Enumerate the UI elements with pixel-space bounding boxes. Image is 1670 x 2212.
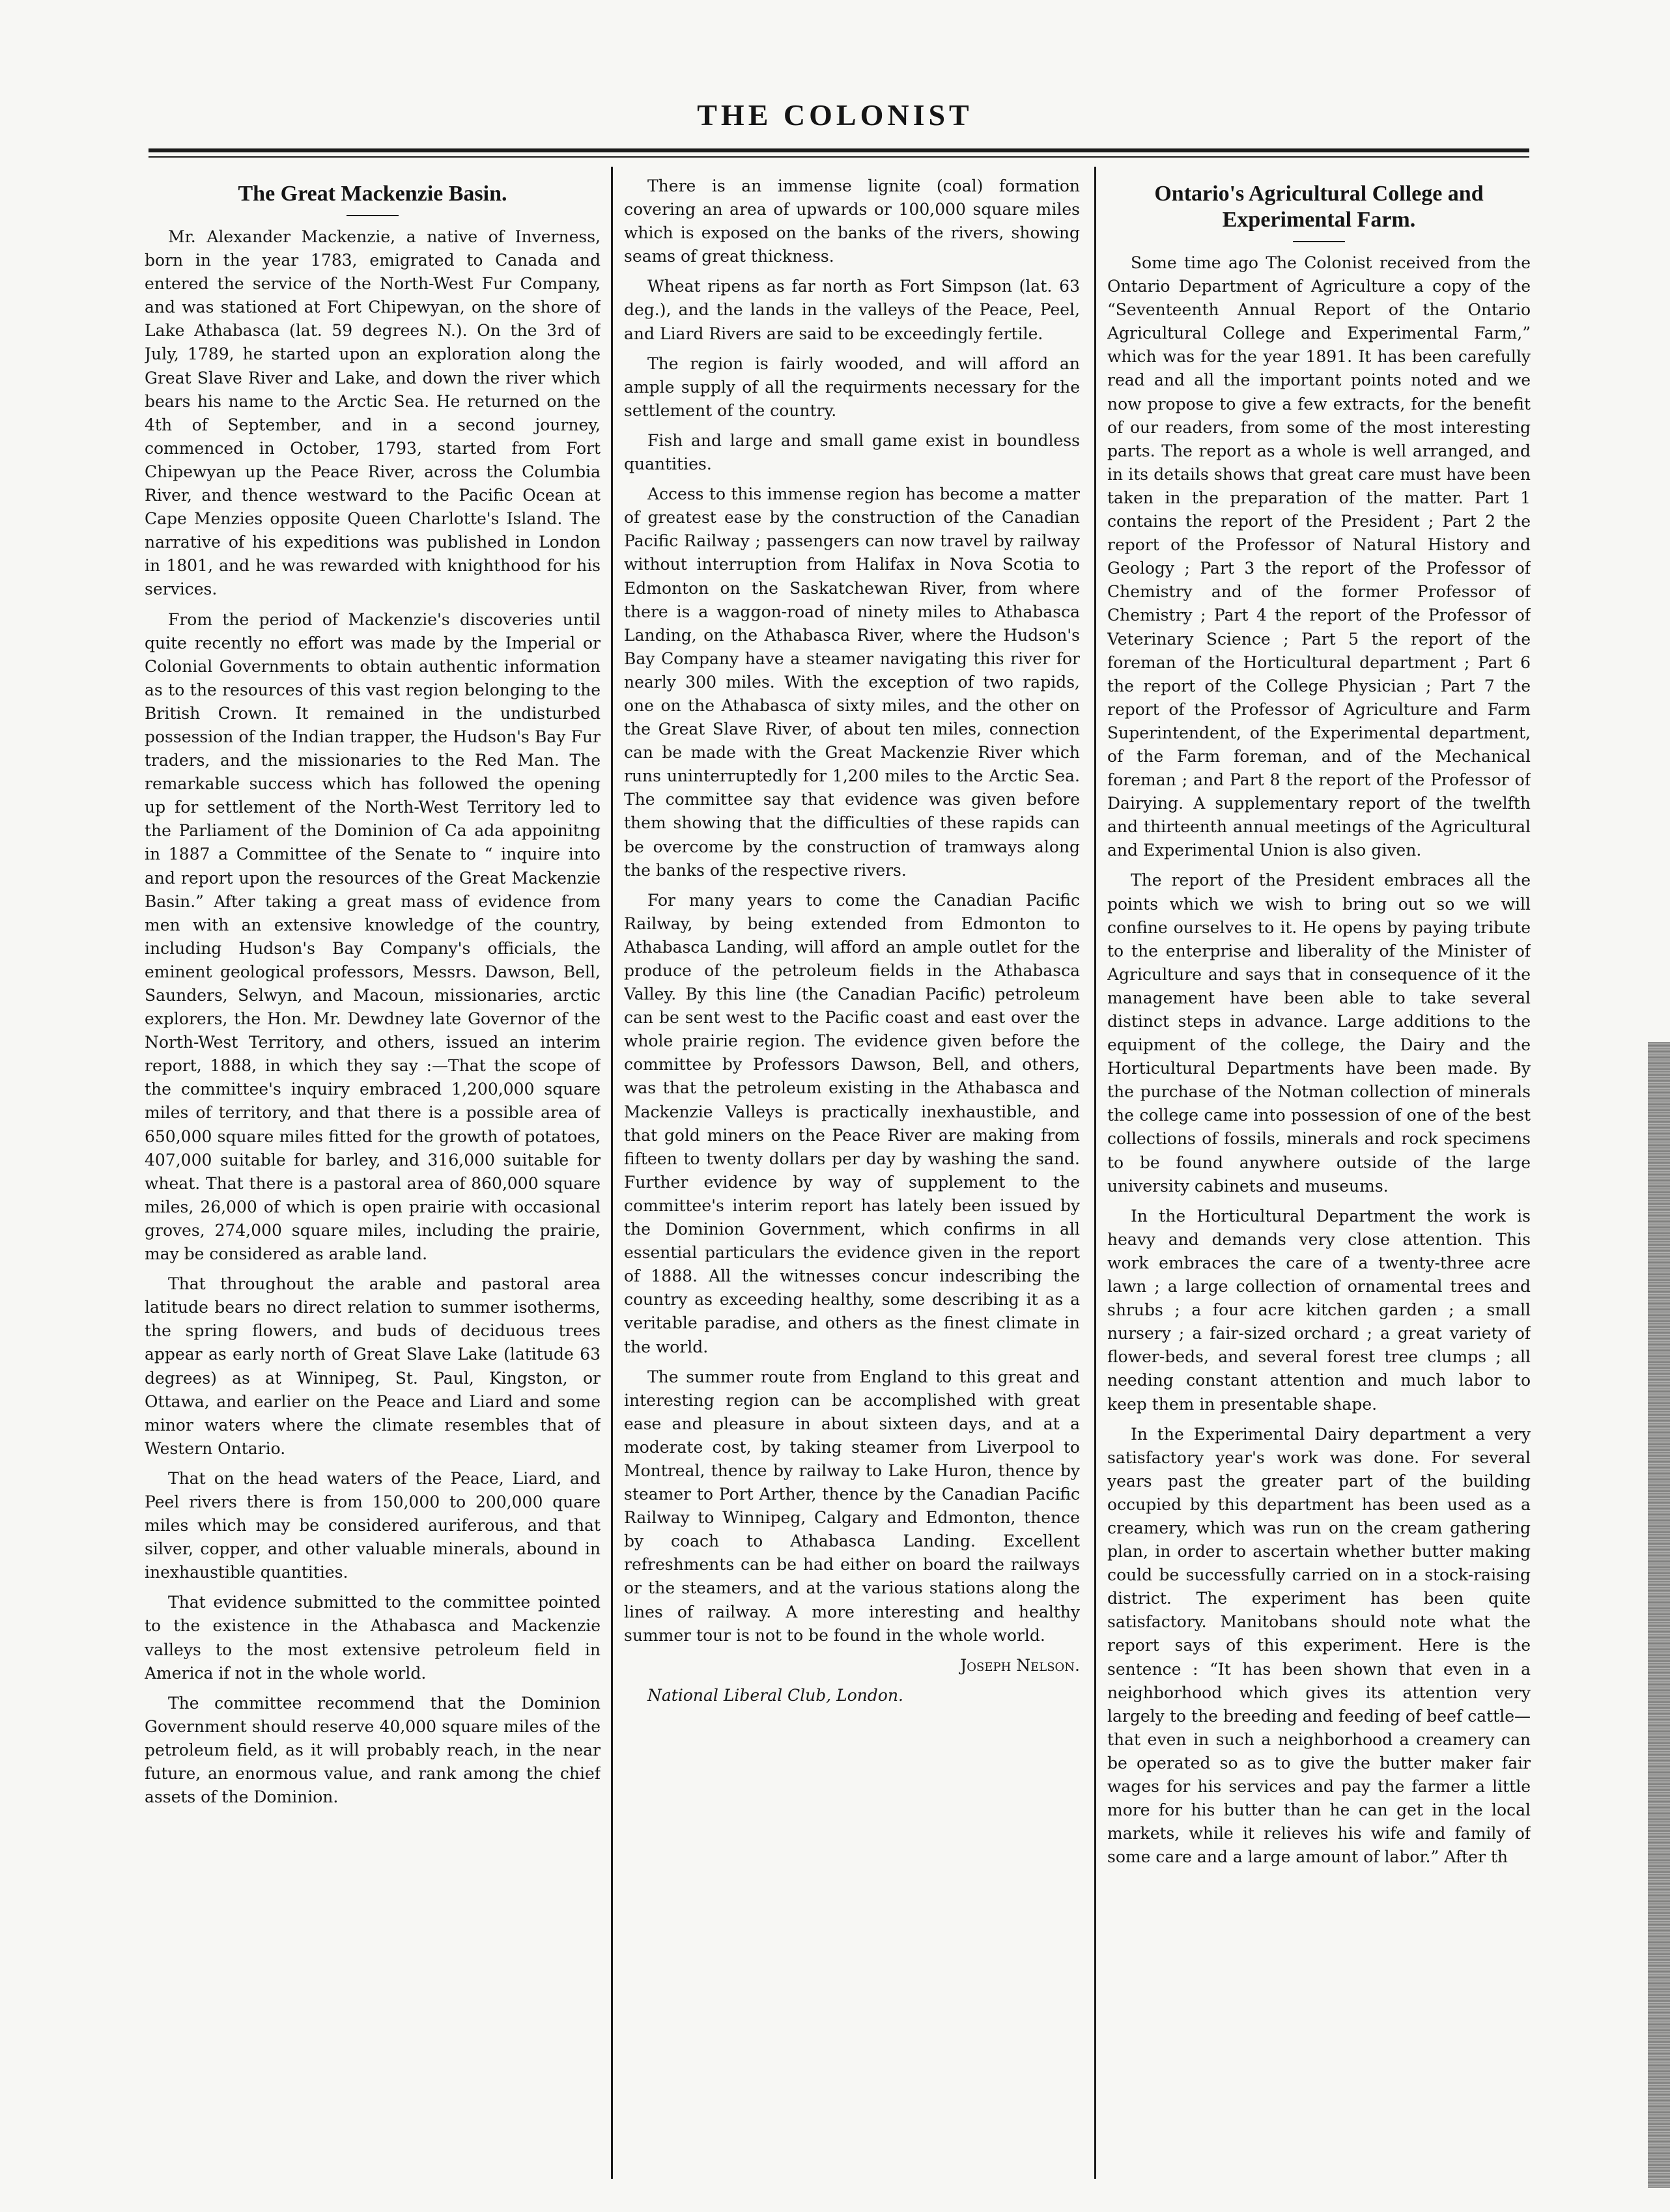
column-divider	[611, 167, 613, 2179]
masthead-rule	[149, 148, 1529, 152]
article-place: National Liberal Club, London.	[647, 1685, 903, 1705]
article-paragraph: In the Experimental Dairy department a very satisfactory year's work was done. For several years past the greater part of the building occupied by this department has been used as a creamery, which was run on the cream gathering plan, in order to ascertain whether butter making could be successfully carried on in a stock-raising district. The experiment has been quite satisfactory. Manitobans should note what the report says of this experiment. Here is the sentence : “It has been shown that even in a neighborhood which gives its attention very largely to the breeding and feeding of beef cattle—that even in such a neighborhood a creamery can be operated so as to give the butter maker fair wages for his services and pay the farmer a little more for his butter than he can get in the local markets, while it relieves his wife and family of some care and a large amount of labor.” After th	[1107, 1424, 1531, 1867]
article-paragraph: For many years to come the Canadian Pacific Railway, by being extended from Edmonton to Athabasca Landing, will afford an ample outlet for the produce of the petroleum fields in the Athabasca Valley. By this line (the Canadian Pacific) petroleum can be sent west to the Pacific coast and east over the whole prairie region. The evidence given before the committee by Professors Dawson, Bell, and others, was that the petroleum existing in the Athabasca and Mackenzie Valleys is practically inexhaustible, and that gold miners on the Peace River are making from fifteen to twenty dollars per day by washing the sand. Further evidence by way of supplement to the committee's interim report has lately been issued by the Dominion Government, which confirms in all essential particulars the evidence given in the report of 1888. All the witnesses concur indescribing the country as exceeding healthy, some describing it as a veritable paradise, and others as the finest climate in the world.	[624, 890, 1080, 1356]
column-1	[145, 175, 601, 2174]
article-paragraph: Wheat ripens as far north as Fort Simpson (lat. 63 deg.), and the lands in the valleys of the Peace, Peel, and Liard Rivers are said to be exceedingly fertile.	[624, 277, 1080, 343]
title-rule	[1293, 241, 1345, 242]
article-paragraph: The summer route from England to this great and interesting region can be accomplished with great ease and pleasure in about sixteen days, and at a moderate cost, by taking steamer from Liverpool to Montreal, thence by railway to Lake Huron, thence by steamer to Port Arther, thence by the Canadian Pacific Railway to Winnipeg, Calgary and Edmonton, thence by coach to Athabasca Landing. Excellent refreshments can be had either on board the railways or the steamers, and at the various stations along the lines of railway. A more interesting and healthy summer tour is not to be found in the whole world.	[624, 1367, 1080, 1645]
article-paragraph: The region is fairly wooded, and will afford an ample supply of all the requirments necessary for the settlement of the country.	[624, 354, 1080, 420]
title-rule	[347, 215, 399, 216]
article-paragraph: That evidence submitted to the committee pointed to the existence in the Athabasca and Mackenzie valleys to the most extensive petroleum field in America if not in the whole world.	[145, 1593, 601, 1683]
column-divider	[1094, 167, 1096, 2179]
article-paragraph: In the Horticultural Department the work is heavy and demands very close attention. This work embraces the care of a twenty-three acre lawn ; a large collection of ornamental trees and shrubs ; a four acre kitchen garden ; a small nursery ; a fair-sized orchard ; a great variety of flower-beds, and several forest tree clumps ; all needing constant attention and much labor to keep them in presentable shape.	[1107, 1206, 1531, 1414]
article-paragraph: That on the head waters of the Peace, Liard, and Peel rivers there is from 150,000 to 200,000 quare miles which may be considered auriferous, and that silver, copper, and other valuable minerals, abound in inexhaustible quantities.	[145, 1468, 601, 1582]
article-paragraph: Some time ago The Colonist received from the Ontario Department of Agriculture a copy of the “Seventeenth Annual Report of the Ontario Agricultural College and Experimental Farm,” which was for the year 1891. It has been carefully read and all the important points noted and we now propose to give a few extracts, for the benefit of our readers, from some of the most interesting parts. The report as a whole is well arranged, and in its details shows that great care must have been taken in the preparation of the matter. Part 1 contains the report of the President ; Part 2 the report of the Professor of Natural History and Geology ; Part 3 the report of the Professor of Chemistry and of the former Professor of Chemistry ; Part 4 the report of the Professor of Veterinary Science ; Part 5 the report of the foreman of the Horticultural department ; Part 6 the report of the College Physician ; Part 7 the report of the Professor of Agriculture and Farm Superintendent, of the Experimental department, of the Farm foreman, and of the Mechanical foreman ; and Part 8 the report of the Professor of Dairying. A supplementary report of the twelfth and thirteenth annual meetings of the Agricultural and Experimental Union is also given.	[1107, 253, 1531, 860]
article-paragraph: Fish and large and small game exist in boundless quantities.	[624, 430, 1080, 474]
article-paragraph: Mr. Alexander Mackenzie, a native of Inverness, born in the year 1783, emigrated to Canada and entered the service of the North-West Fur Company, and was stationed at Fort Chipewyan, on the shore of Lake Athabasca (lat. 59 degrees N.). On the 3rd of July, 1789, he started upon an exploration along the Great Slave River and Lake, and down the river which bears his name to the Arctic Sea. He returned on the 4th of September, and in a second journey, commenced in October, 1793, started from Fort Chipewyan up the Peace River, across the Columbia River, and thence westward to the Pacific Ocean at Cape Menzies opposite Queen Charlotte's Island. The narrative of his expeditions was published in London in 1801, and he was rewarded with knighthood for his services.	[145, 227, 601, 599]
article-title: The Great Mackenzie Basin.	[238, 182, 507, 206]
column-3	[1107, 175, 1531, 2174]
masthead: THE COLONIST	[697, 98, 973, 132]
article-paragraph: The committee recommend that the Dominion Government should reserve 40,000 square miles of the petroleum field, as it will probably reach, in the near future, an enormous value, and rank among the chief assets of the Dominion.	[145, 1693, 601, 1807]
masthead-rule-thin	[149, 156, 1529, 158]
article-author: Joseph Nelson.	[960, 1655, 1080, 1675]
scan-edge	[1648, 1042, 1670, 2188]
column-2	[624, 175, 1080, 2174]
article-paragraph: There is an immense lignite (coal) formation covering an area of upwards or 100,000 square miles which is exposed on the banks of the rivers, showing seams of great thickness.	[624, 176, 1080, 266]
article-paragraph: From the period of Mackenzie's discoveries until quite recently no effort was made by the Imperial or Colonial Governments to obtain authentic information as to the resources of this vast region belonging to the British Crown. It remained in the undisturbed possession of the Indian trapper, the Hudson's Bay Fur traders, and the missionaries to the Red Man. The remarkable success which has followed the opening up for settlement of the North-West Territory led to the Parliament of the Dominion of Ca ada appoinitng in 1887 a Committee of the Senate to “ inquire into and report upon the resources of the Great Mackenzie Basin.” After taking a great mass of evidence from men with an extensive knowledge of the country, including Hudson's Bay Company's officials, the eminent geological professors, Messrs. Dawson, Bell, Saunders, Selwyn, and Macoun, missionaries, arctic explorers, the Hon. Mr. Dewdney late Governor of the North-West Territory, and others, issued an interim report, 1888, in which they say :—That the scope of the committee's inquiry embraced 1,200,000 square miles of territory, and that there is a possible area of 650,000 square miles fitted for the growth of potatoes, 407,000 suitable for barley, and 316,000 suitable for wheat. That there is a pastoral area of 860,000 square miles, 26,000 of which is open prairie with occasional groves, 274,000 square miles, including the prairie, may be considered as arable land.	[145, 609, 601, 1264]
article-paragraph: The report of the President embraces all the points which we wish to bring out so we will confine ourselves to it. He opens by paying tribute to the enterprise and liberality of the Minister of Agriculture and says that in consequence of it the management have been able to take several distinct steps in advance. Large additions to the equipment of the college, the Dairy and the Horticultural Departments have been made. By the purchase of the Notman collection of minerals the college came into possession of one of the best collections of fossils, minerals and rock specimens to be found anywhere outside of the large university cabinets and museums.	[1107, 871, 1531, 1196]
article-paragraph: Access to this immense region has become a matter of greatest ease by the construction of the Canadian Pacific Railway ; passengers can now travel by railway without interruption from Halifax in Nova Scotia to Edmonton on the Saskatchewan River, from where there is a waggon-road of ninety miles to Athabasca Landing, on the Athabasca River, where the Hudson's Bay Company have a steamer navigating this river for nearly 300 miles. With the exception of two rapids, one on the Athabasca of sixty miles, and the other on the Great Slave River, of about ten miles, connection can be made with the Great Mackenzie River which runs uninterruptedly for 1,200 miles to the Arctic Sea. The committee say that evidence was given before them showing that the difficulties of these rapids can be overcome by the construction of tramways along the banks of the respective rivers.	[624, 484, 1080, 880]
article-paragraph: That throughout the arable and pastoral area latitude bears no direct relation to summer isotherms, the spring flowers, and buds of deciduous trees appear as early north of Great Slave Lake (latitude 63 degrees) as at Winnipeg, St. Paul, Kingston, or Ottawa, and earlier on the Peace and Liard and some minor waters where the climate resembles that of Western Ontario.	[145, 1274, 601, 1458]
article-title: Ontario's Agricultural College and Experimental Farm.	[1154, 182, 1484, 232]
